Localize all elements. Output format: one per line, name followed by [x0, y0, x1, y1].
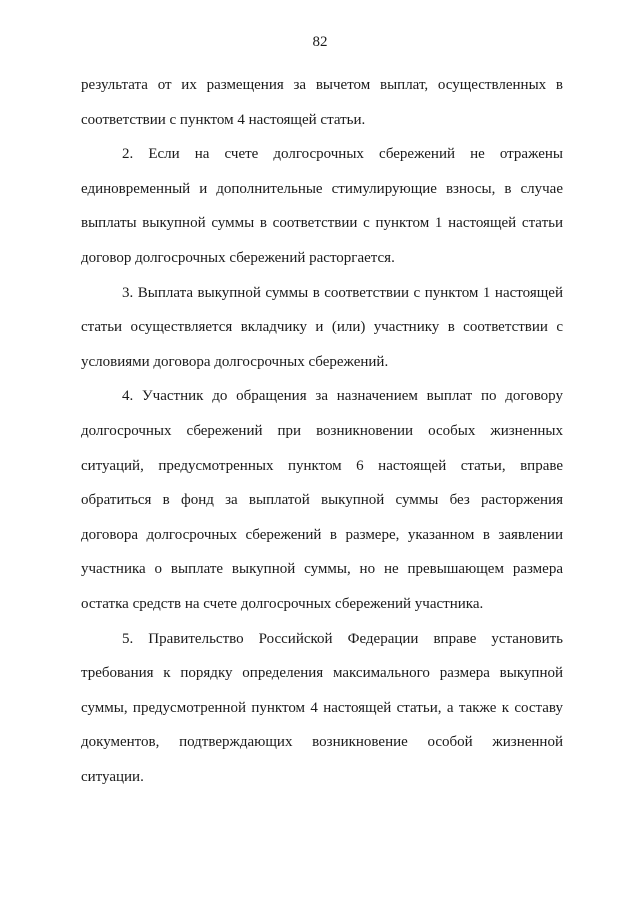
paragraph-2: 2. Если на счете долгосрочных сбережений не отражены единовременный и дополнительные стимулирующие взносы, в случае выплаты выкупной суммы в соответствии с пунктом 1 настоящей статьи договор долгосрочных сбережений расторгается. [81, 146, 563, 266]
paragraph-3: 3. Выплата выкупной суммы в соответствии с пунктом 1 настоящей статьи осуществляется вкладчику и (или) участнику в соответствии с условиями договора долгосрочных сбережений. [81, 284, 563, 370]
document-body [81, 68, 563, 794]
paragraph-continuation: результата от их размещения за вычетом выплат, осуществленных в соответствии с пунктом 4 настоящей статьи. [81, 77, 563, 128]
page-number: 82 [312, 34, 328, 50]
paragraph-5: 5. Правительство Российской Федерации вправе установить требования к порядку определения максимального размера выкупной суммы, предусмотренной пунктом 4 настоящей статьи, а также к составу документов, подтверждающих возникновение особой жизненной ситуации. [81, 630, 563, 785]
paragraph-4: 4. Участник до обращения за назначением выплат по договору долгосрочных сбережений при возникновении особых жизненных ситуаций, предусмотренных пунктом 6 настоящей статьи, вправе обратиться в фонд за выплатой выкупной суммы без расторжения договора долгосрочных сбережений в размере, указанном в заявлении участника о выплате выкупной суммы, но не превышающем размера остатка средств на счете долгосрочных сбережений участника. [81, 388, 563, 612]
